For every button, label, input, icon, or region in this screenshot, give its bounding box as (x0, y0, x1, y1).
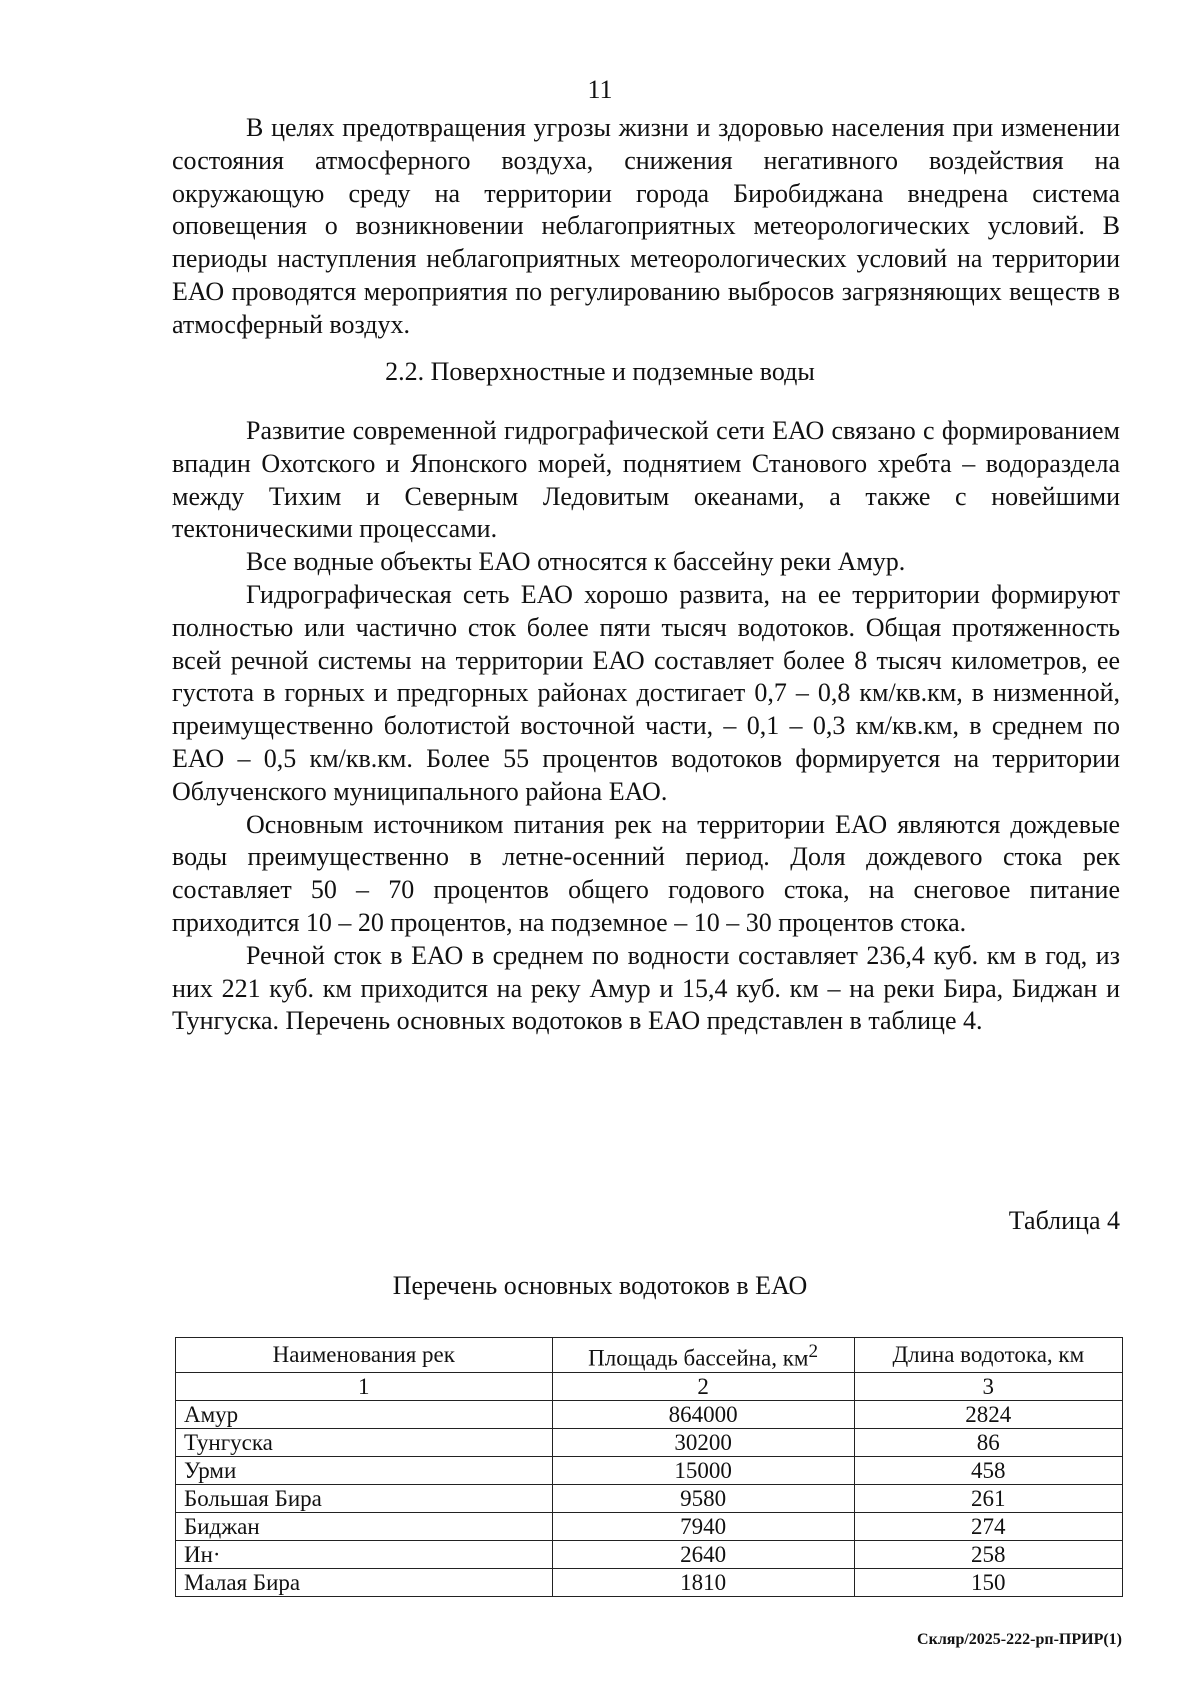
river-name: Малая Бира (176, 1568, 553, 1596)
table-row (176, 1540, 1123, 1568)
column-number: 2 (552, 1372, 854, 1400)
paragraph-amur-basin: Все водные объекты ЕАО относятся к бассейну реки Амур. (246, 547, 906, 577)
paragraph-hydro-network: Развитие современной гидрографической сети ЕАО связано с формированием впадин Охотского и Японского морей, поднятием Станового хребта – водораздела между Тихим и Северным Ледовитым океанами, а также с новейшими тектоническими процессами. (172, 416, 1120, 544)
river-length: 458 (854, 1456, 1122, 1484)
basin-area: 2640 (552, 1540, 854, 1568)
table-row (176, 1400, 1123, 1428)
table-label: Таблица 4 (1008, 1206, 1120, 1235)
basin-area: 1810 (552, 1568, 854, 1596)
paragraph-air-quality: В целях предотвращения угрозы жизни и здоровью населения при изменении состояния атмосферного воздуха, снижения негативного воздействия на окружающую среду на территории города Биробиджана внедрена система оповещения о возникновении неблагоприятных метеорологических условий. В периоды наступления неблагоприятных метеорологических условий на территории ЕАО проводятся мероприятия по регулированию выбросов загрязняющих веществ в атмосферный воздух. (172, 113, 1120, 339)
column-number: 1 (176, 1372, 553, 1400)
section-heading: 2.2. Поверхностные и подземные воды (385, 357, 815, 386)
basin-area: 30200 (552, 1428, 854, 1456)
table-header-row (176, 1338, 1123, 1373)
river-name: Амур (176, 1400, 553, 1428)
river-length: 258 (854, 1540, 1122, 1568)
river-name: Ин· (176, 1540, 553, 1568)
header-length: Длина водотока, км (854, 1338, 1122, 1373)
header-basin-area (552, 1338, 854, 1373)
river-name: Урми (176, 1456, 553, 1484)
header-river-name: Наименования рек (176, 1338, 553, 1373)
river-name: Большая Бира (176, 1484, 553, 1512)
table-row (176, 1484, 1123, 1512)
river-length: 274 (854, 1512, 1122, 1540)
paragraph-river-flow: Речной сток в ЕАО в среднем по водности составляет 236,4 куб. км в год, из них 221 куб. км приходится на реку Амур и 15,4 куб. км – на реки Бира, Биджан и Тунгуска. Перечень основных водотоков в ЕАО представлен в таблице 4. (172, 940, 1120, 1036)
header-basin-area-label: Площадь бассейна, км (588, 1345, 809, 1371)
table-row (176, 1428, 1123, 1456)
table-row (176, 1568, 1123, 1596)
basin-area: 7940 (552, 1512, 854, 1540)
river-name: Биджан (176, 1512, 553, 1540)
document-code: Скляр/2025-222-рп-ПРИР(1) (917, 1631, 1122, 1648)
river-length: 261 (854, 1484, 1122, 1512)
river-name: Тунгуска (176, 1428, 553, 1456)
basin-area: 864000 (552, 1400, 854, 1428)
table-row (176, 1456, 1123, 1484)
table-row (176, 1512, 1123, 1540)
header-basin-area-unit: 2 (808, 1341, 819, 1362)
water-section (172, 415, 1120, 1038)
basin-area: 15000 (552, 1456, 854, 1484)
river-length: 2824 (854, 1400, 1122, 1428)
table-numbering-row (176, 1372, 1123, 1400)
page-number: 11 (587, 75, 613, 104)
river-length: 86 (854, 1428, 1122, 1456)
table-title: Перечень основных водотоков в ЕАО (392, 1271, 808, 1300)
paragraph-watercourses: Гидрографическая сеть ЕАО хорошо развита, на ее территории формируют полностью или частично сток более пяти тысяч водотоков. Общая протяженность всей речной системы на территории ЕАО составляет более 8 тысяч километров, ее густота в горных и предгорных районах достигает 0,7 – 0,8 км/кв.км, в низменной, преимущественно болотистой восточной части, – 0,1 – 0,3 км/кв.км, в среднем по ЕАО – 0,5 км/кв.км. Более 55 процентов водотоков формируется на территории Облученского муниципального района ЕАО. (172, 579, 1120, 806)
rivers-table (175, 1337, 1123, 1597)
basin-area: 9580 (552, 1484, 854, 1512)
paragraph-river-feeding: Основным источником питания рек на территории ЕАО являются дождевые воды преимущественно в летне-осенний период. Доля дождевого стока рек составляет 50 – 70 процентов общего годового стока, на снеговое питание приходится 10 – 20 процентов, на подземное – 10 – 30 процентов стока. (172, 809, 1120, 937)
river-length: 150 (854, 1568, 1122, 1596)
column-number: 3 (854, 1372, 1122, 1400)
intro-section (172, 112, 1120, 342)
